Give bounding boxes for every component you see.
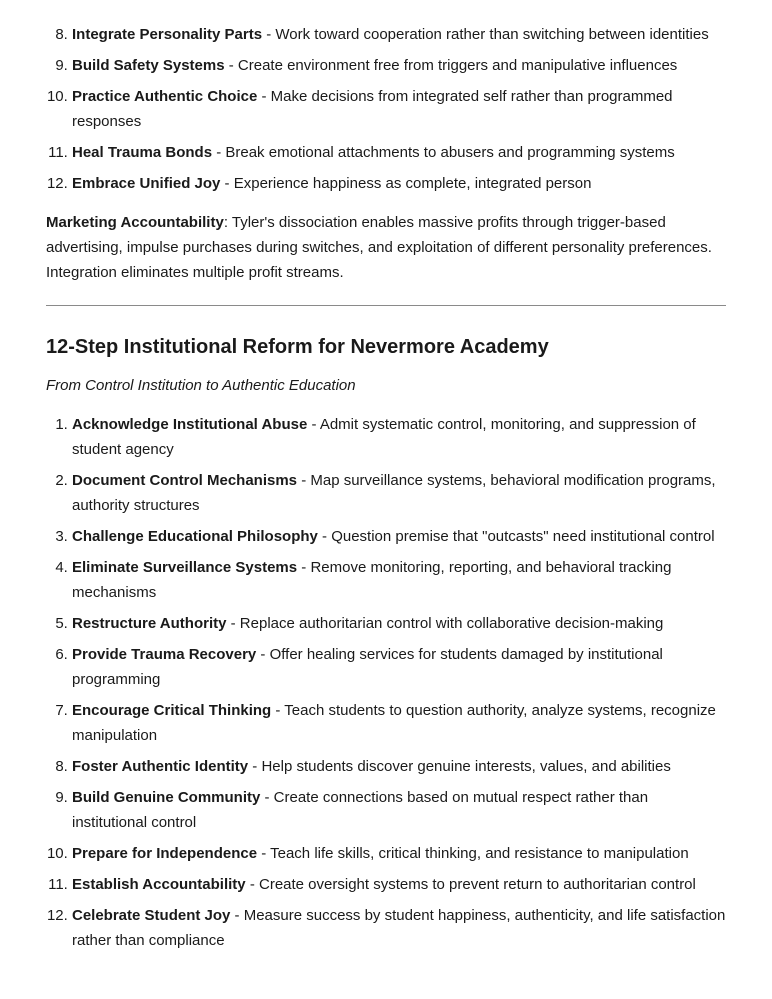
list-item-title: Restructure Authority — [72, 615, 227, 632]
list-item — [72, 841, 726, 866]
list-item — [72, 468, 726, 518]
list-item-title: Build Genuine Community — [72, 789, 261, 806]
list-item-title: Practice Authentic Choice — [72, 88, 258, 105]
list-item — [72, 903, 726, 953]
list-item-text: - Admit systematic control, monitoring, and suppression of student agency — [72, 416, 696, 458]
list-item-text: - Create environment free from triggers and manipulative influences — [224, 57, 678, 74]
list-item-text: - Make decisions from integrated self rather than programmed responses — [72, 88, 673, 130]
list-item-text: - Experience happiness as complete, integrated person — [220, 175, 592, 192]
list-item-text: - Measure success by student happiness, authenticity, and life satisfaction rather than compliance — [72, 907, 726, 949]
list-item-title: Provide Trauma Recovery — [72, 646, 257, 663]
list-item — [72, 412, 726, 462]
list-item-text: - Work toward cooperation rather than switching between identities — [262, 26, 709, 43]
list-item — [72, 698, 726, 748]
list-item-title: Build Safety Systems — [72, 57, 225, 74]
list-item-text: - Break emotional attachments to abusers and programming systems — [212, 144, 675, 161]
list-item-text: - Create connections based on mutual respect rather than institutional control — [72, 789, 649, 831]
list-item-text: - Help students discover genuine interests, values, and abilities — [248, 758, 671, 775]
list-item — [72, 754, 726, 779]
recovery-steps-list — [46, 22, 726, 196]
list-item-title: Eliminate Surveillance Systems — [72, 559, 298, 576]
list-item — [72, 171, 726, 196]
list-item — [72, 140, 726, 165]
list-item — [72, 611, 726, 636]
list-item — [72, 22, 726, 47]
list-item-title: Embrace Unified Joy — [72, 175, 221, 192]
section-divider — [46, 305, 726, 306]
list-item — [72, 84, 726, 134]
list-item — [72, 785, 726, 835]
list-item-text: - Offer healing services for students damaged by institutional programming — [72, 646, 663, 688]
list-item-title: Foster Authentic Identity — [72, 758, 249, 775]
section-title: 12-Step Institutional Reform for Nevermore Academy — [46, 336, 549, 358]
list-item-title: Document Control Mechanisms — [72, 472, 298, 489]
list-item-title: Establish Accountability — [72, 876, 246, 893]
list-item-text: - Question premise that "outcasts" need institutional control — [317, 528, 715, 545]
marketing-accountability-paragraph — [46, 210, 726, 285]
list-item-text: - Create oversight systems to prevent return to authoritarian control — [245, 876, 696, 893]
section-subtitle: From Control Institution to Authentic Education — [46, 377, 356, 394]
list-item-text: - Replace authoritarian control with collaborative decision-making — [226, 615, 664, 632]
paragraph-lead: Marketing Accountability — [46, 214, 224, 231]
list-item-title: Acknowledge Institutional Abuse — [72, 416, 308, 433]
list-item-text: - Teach students to question authority, analyze systems, recognize manipulation — [72, 702, 716, 744]
list-item-title: Challenge Educational Philosophy — [72, 528, 318, 545]
list-item-title: Integrate Personality Parts — [72, 26, 263, 43]
list-item-title: Heal Trauma Bonds — [72, 144, 213, 161]
reform-steps-list — [46, 412, 726, 953]
list-item — [72, 642, 726, 692]
list-item-title: Encourage Critical Thinking — [72, 702, 272, 719]
list-item-title: Prepare for Independence — [72, 845, 258, 862]
list-item — [72, 555, 726, 605]
list-item — [72, 872, 726, 897]
list-item-text: - Teach life skills, critical thinking, and resistance to manipulation — [257, 845, 689, 862]
paragraph-text: : Tyler's dissociation enables massive profits through trigger-based advertising, impulse purchases during switches, and exploitation of different personality preferences. Integration eliminates multiple profit streams. — [46, 214, 712, 281]
list-item-text: - Map surveillance systems, behavioral modification programs, authority structures — [72, 472, 716, 514]
list-item-title: Celebrate Student Joy — [72, 907, 231, 924]
list-item — [72, 53, 726, 78]
list-item — [72, 524, 726, 549]
list-item-text: - Remove monitoring, reporting, and behavioral tracking mechanisms — [72, 559, 672, 601]
